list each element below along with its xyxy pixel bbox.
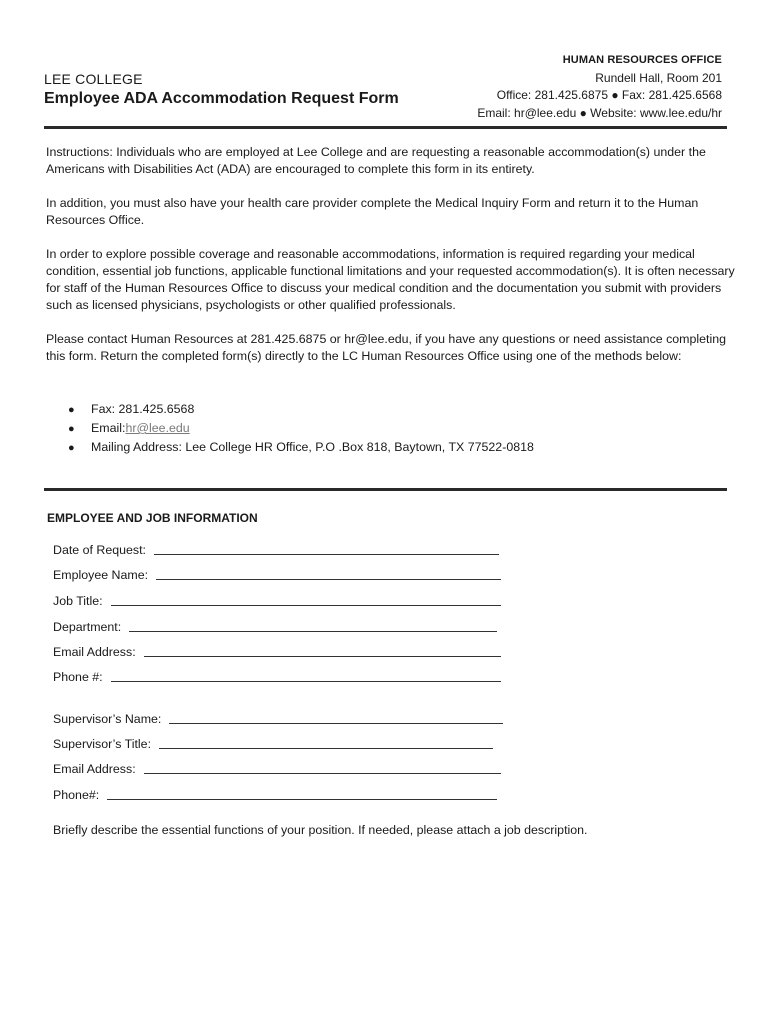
header-divider [44,126,727,129]
job-title-field [53,594,501,608]
office-location: Rundell Hall, Room 201 [595,70,722,85]
instructions-paragraph-1: Instructions: Individuals who are employed at Lee College and are requesting a reasonable accommodation(s) under the Americans with Disabilities Act (ADA) are encouraged to complete this form in its entirety. [46,145,706,176]
section-title: EMPLOYEE AND JOB INFORMATION [47,511,258,525]
date-of-request-field [53,543,499,557]
email-address-input[interactable] [144,656,501,657]
bullet-icon: ● [68,404,75,416]
supervisor-name-field [53,712,503,726]
employee-name-field [53,568,501,582]
list-item [68,419,534,438]
field-label: Date of Request: [53,543,146,557]
office-contact-block [477,52,722,122]
office-phone: Office: 281.425.6875 ● Fax: 281.425.6568 [496,88,722,102]
list-item [68,438,534,457]
section-divider [44,488,727,491]
job-title-input[interactable] [111,605,501,606]
employee-name-input[interactable] [156,579,501,580]
list-item [68,400,534,419]
date-of-request-input[interactable] [154,554,499,555]
field-label: Email Address: [53,645,136,659]
supervisor-name-input[interactable] [169,723,503,724]
supervisor-phone-field [53,788,497,802]
mail-method: Mailing Address: Lee College HR Office, P.O .Box 818, Baytown, TX 77522-0818 [91,440,534,454]
department-field [53,620,497,634]
office-name: HUMAN RESOURCES OFFICE [562,54,722,66]
field-label: Department: [53,620,122,634]
field-label: Supervisor’s Name: [53,712,162,726]
bullet-icon: ● [68,442,75,454]
form-title: Employee ADA Accommodation Request Form [44,90,399,107]
field-label: Supervisor’s Title: [53,737,152,751]
field-label: Phone #: [53,670,103,684]
supervisor-phone-input[interactable] [107,799,497,800]
supervisor-email-field [53,762,501,776]
job-description-prompt: Briefly describe the essential functions of your position. If needed, please attach a job description. [53,823,588,837]
instructions-paragraph-3: In order to explore possible coverage and reasonable accommodations, information is required regarding your medical condition, essential job functions, applicable functional limitations and your requested accommodation(s). It is often necessary for staff of the Human Resources Office to discuss your medical condition and the documentation you submit with providers such as licensed physicians, psychologists or other qualified professionals. [46,247,735,312]
department-input[interactable] [129,631,497,632]
instructions-paragraph-4: Please contact Human Resources at 281.425.6875 or hr@lee.edu, if you have any questions or need assistance completing this form. Return the completed form(s) directly to the LC Human Resources Office using one of the methods below: [46,332,727,363]
phone-input[interactable] [111,681,501,682]
instructions-paragraph-2: In addition, you must also have your health care provider complete the Medical Inquiry Form and return it to the Human Resources Office. [46,196,699,227]
field-label: Employee Name: [53,568,149,582]
email-method-label: Email: [91,421,126,435]
field-label: Job Title: [53,594,103,608]
office-email: Email: hr@lee.edu ● Website: www.lee.edu/hr [477,105,722,120]
supervisor-title-field [53,737,493,751]
supervisor-email-input[interactable] [144,773,501,774]
field-label: Phone#: [53,788,100,802]
contact-methods-list [68,400,534,457]
email-link[interactable]: hr@lee.edu [125,421,190,435]
phone-field [53,670,501,684]
field-label: Email Address: [53,762,136,776]
email-address-field [53,645,501,659]
bullet-icon: ● [68,423,75,435]
org-name: LEE COLLEGE [44,71,143,87]
supervisor-title-input[interactable] [159,748,493,749]
fax-method: Fax: 281.425.6568 [91,402,195,416]
document-header [0,0,770,130]
